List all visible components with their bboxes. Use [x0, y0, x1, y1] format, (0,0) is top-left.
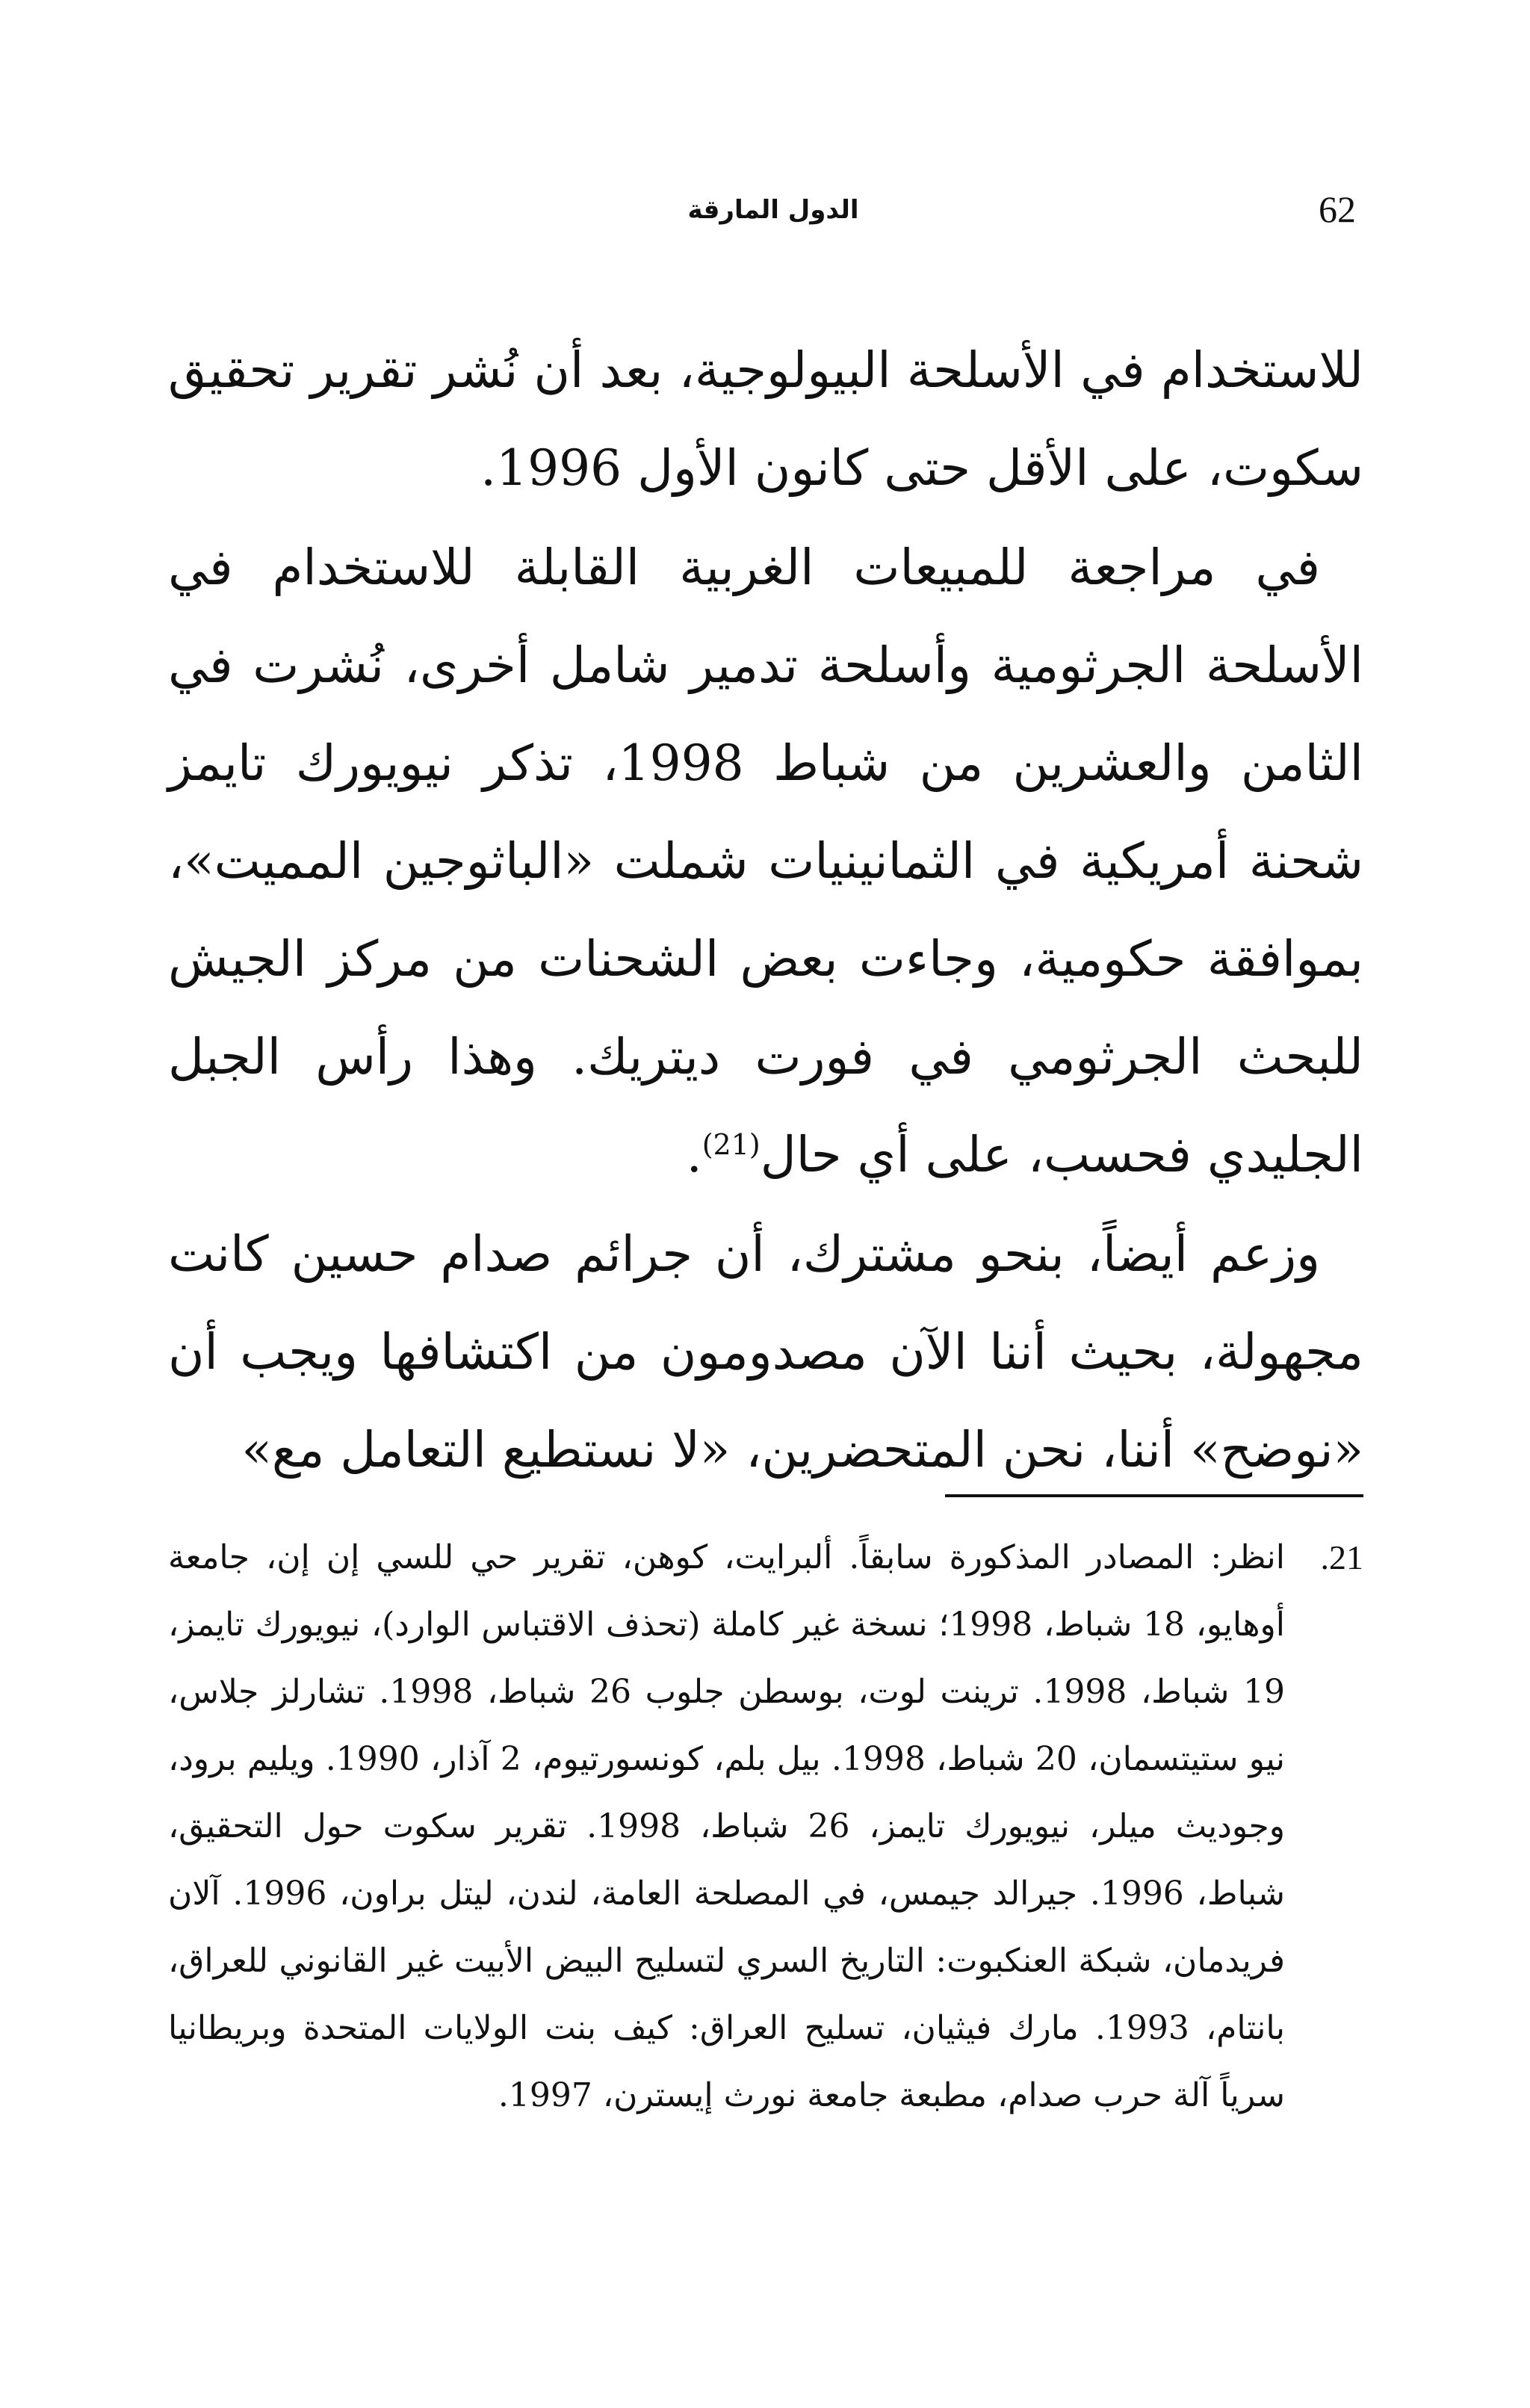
running-head: [168, 187, 1363, 247]
body-text: [168, 321, 1363, 1499]
paragraph-1: للاستخدام في الأسلحة البيولوجية، بعد أن نُشر تقرير تحقيق سكوت، على الأقل حتى كانون الأول 1996.: [168, 341, 1363, 497]
paragraph-2: [168, 519, 1363, 1204]
footnote-divider: [945, 1494, 1363, 1497]
footnote-number: 21.: [1320, 1538, 1363, 1576]
footnote-reference[interactable]: (21): [701, 1128, 761, 1161]
footnotes: [168, 1524, 1363, 2129]
page-number: 62: [1319, 188, 1356, 230]
footnote-text: انظر: المصادر المذكورة سابقاً. ألبرايت، كوهن، تقرير حي للسي إن إن، جامعة أوهايو، 18 شباط، 1998؛ نسخة غير كاملة (تحذف الاقتباس الوارد)، نيويورك تايمز، 19 شباط، 1998. ترينت لوت، بوسطن جلوب 26 شباط، 1998. تشارلز جلاس، نيو ستيتسمان، 20 شباط، 1998. بيل بلم، كونسورتيوم، 2 آذار، 1990. ويليم برود، وجوديث ميلر، نيويورك تايمز، 26 شباط، 1998. تقرير سكوت حول التحقيق، شباط، 1996. جيرالد جيمس، في المصلحة العامة، لندن، ليتل براون، 1996. آلان فريدمان، شبكة العنكبوت: التاريخ السري لتسليح البيض الأبيت غير القانوني للعراق، بانتام، 1993. مارك فيثيان، تسليح العراق: كيف بنت الولايات المتحدة وبريطانيا سرياً آلة حرب صدام، مطبعة جامعة نورث إيسترن، 1997.: [168, 1538, 1285, 2114]
paragraph-2-end: .: [686, 1126, 702, 1183]
running-title: الدول المارقة: [687, 195, 859, 225]
paragraph-3: وزعم أيضاً، بنحو مشترك، أن جرائم صدام حسين كانت مجهولة، بحيث أننا الآن مصدومون من اكتشافها ويجب أن «نوضح» أننا، نحن المتحضرين، «لا نستطيع التعامل مع»: [168, 1225, 1363, 1479]
paragraph-2-text: في مراجعة للمبيعات الغربية القابلة للاستخدام في الأسلحة الجرثومية وأسلحة تدمير شامل أخرى، نُشرت في الثامن والعشرين من شباط 1998، تذكر نيويورك تايمز شحنة أمريكية في الثمانينيات شملت «الباثوجين المميت»، بموافقة حكومية، وجاءت بعض الشحنات من مركز الجيش للبحث الجرثومي في فورت ديتريك. وهذا رأس الجبل الجليدي فحسب، على أي حال: [168, 539, 1363, 1183]
footnote-21: [168, 1524, 1363, 2129]
